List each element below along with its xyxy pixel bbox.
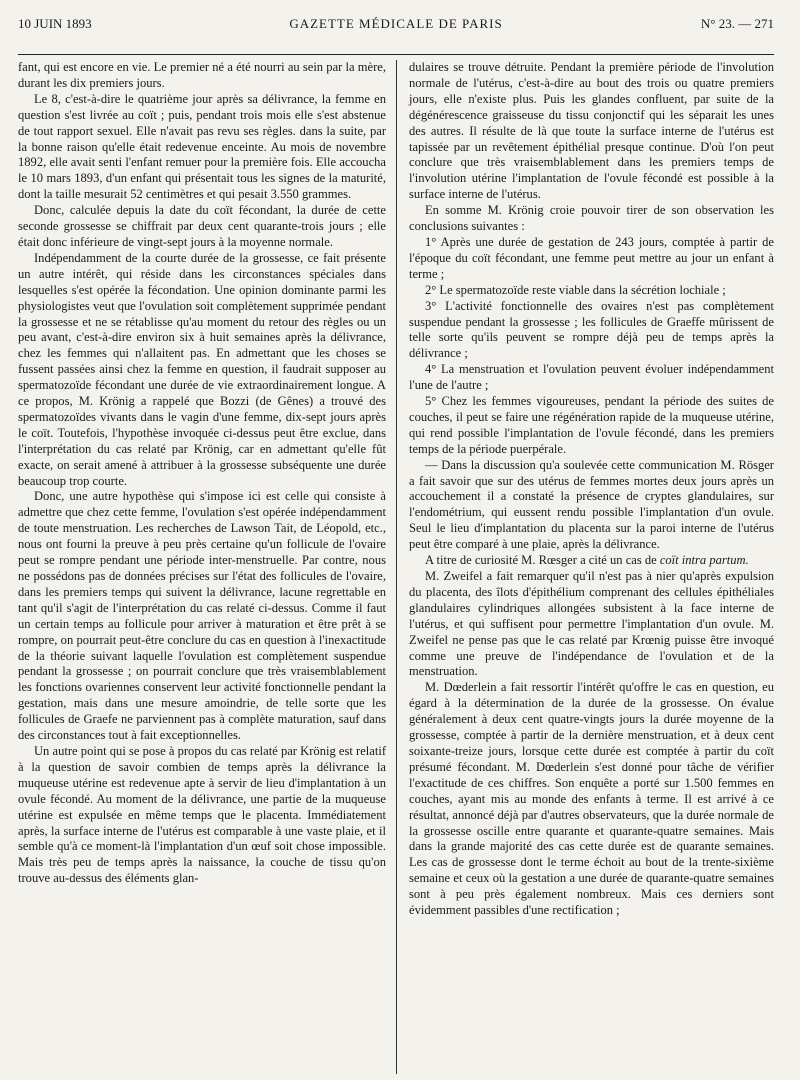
conclusion-item: 5° Chez les femmes vigoureuses, pendant la période des suites de couches, il peut se faire une régénération rapide de la muqueuse utérine, qui rend possible l'implantation de l'ovule fécondé, dans les premiers temps de la période puerpérale. [409, 394, 774, 456]
left-column [18, 60, 396, 1074]
paragraph: Un autre point qui se pose à propos du cas relaté par Krönig est relatif à la question de savoir combien de temps après la délivrance la muqueuse utérine est redevenue apte à servir de lieu d'implantation à un ovule fécondé. Au moment de la délivrance, une partie de la muqueuse utérine est expulsée en même temps que le placenta. Immédiatement après, la surface interne de l'utérus est comparable à une vaste plaie, et il semble qu'à ce moment-là l'implantation d'un œuf soit chose impossible. Mais très peu de temps après la naissance, la couche de tissu qu'on trouve au-dessus des éléments glan- [18, 743, 386, 886]
journal-title: GAZETTE MÉDICALE DE PARIS [289, 16, 503, 31]
article-body [18, 60, 774, 1074]
italic-phrase: coït intra partum. [659, 553, 749, 568]
paragraph: dulaires se trouve détruite. Pendant la première période de l'involution normale de l'utérus, c'est-à-dire au bout des trois ou quatre premiers jours, elle n'existe plus. Puis les glandes confluent, par suite de la dégénérescence graisseuse du tissu conjonctif qui les séparait les unes des autres. Il résulte de là que toute la surface interne de l'utérus est tapissée par un revêtement épithélial presque continue. D'où l'on peut conclure que très vraisemblablement dans les premiers temps de l'involution utérine l'implantation de l'ovule fécondé est possible à la surface interne de l'utérus. [409, 60, 774, 202]
paragraph: M. Zweifel a fait remarquer qu'il n'est pas à nier qu'après expulsion du placenta, des îlots d'épithélium comprenant des cellules épithéliales glandulaires cylindriques allongées subsistent à la face interne de l'utérus, et qui suffisent pour permettre l'implantation d'un ovule. M. Zweifel ne pense pas que le cas relaté par Krœnig puisse être invoqué comme une preuve de l'indépendance de l'ovulation et de la menstruation. [409, 569, 774, 679]
paragraph: — Dans la discussion qu'a soulevée cette communication M. Rösger a fait savoir que sur des utérus de femmes mortes deux jours après un accouchement il a constaté la présence de cryptes glandulaires, sur l'endométrium, qui eussent rendu possible l'implantation d'un ovule. Seul le lieu d'implantation du placenta sur la paroi interne de l'utérus peut être comparé à une plaie, après la délivrance. [409, 457, 774, 552]
paragraph: Le 8, c'est-à-dire le quatrième jour après sa délivrance, la femme en question s'est livrée au coït ; puis, pendant trois mois elle s'est abstenue de tout rapport sexuel. Elle n'avait pas revu ses règles. dans la suite, par la bonne raison qu'elle était redevenue enceinte. Au mois de novembre 1892, elle avait senti l'enfant remuer pour la première fois. Elle accoucha le 10 mars 1893, d'un enfant qui présentait tous les signes de la maturité, dont la taille mesurait 52 centimètres et qui pesait 3.550 grammes. [18, 91, 386, 202]
issue-date: 10 JUIN 1893 [18, 16, 92, 31]
conclusion-item: 4° La menstruation et l'ovulation peuvent évoluer indépendamment l'une de l'autre ; [409, 362, 774, 393]
conclusion-item: 2° Le spermatozoïde reste viable dans la sécrétion lochiale ; [425, 282, 726, 297]
paragraph: Donc, calculée depuis la date du coït fécondant, la durée de cette seconde grossesse se chiffrait par deux cent quarante-trois jours ; elle était donc inférieure de vingt-sept jours à la moyenne normale. [18, 203, 386, 249]
paragraph [409, 553, 774, 569]
conclusion-item: 1° Après une durée de gestation de 243 jours, comptée à partir de l'époque du coït fécondant, une femme peut mettre au jour un enfant à terme ; [409, 234, 774, 281]
issue-number: N° 23. — 271 [700, 16, 774, 31]
page-header [18, 0, 774, 40]
paragraph: fant, qui est encore en vie. Le premier né a été nourri au sein par la mère, durant les dix premiers jours. [18, 60, 386, 90]
paragraph: M. Dœderlein a fait ressortir l'intérêt qu'offre le cas en question, eu égard à la détermination de la durée de la grossesse. On évalue généralement à deux cent quatre-vingts jours la durée moyenne de la grossesse, comptée à partir de la dernière menstruation, et à deux cent soixante-treize jours, lorsque cette durée est comptée à partir du coït présumé fécondant. M. Dœderlein s'est donné pour tâche de vérifier l'exactitude de ces chiffres. Son enquête a porté sur 1.500 femmes en couches, ayant mis au monde des enfants à terme. Il est arrivé à ce résultat, annoncé déjà par d'autres observateurs, que la durée normale de la grossesse oscille entre quarante et quarante-quatre semaines. Mais dans la grande majorité des cas cette durée est de quarante semaines. Les cas de grossesse dont le terme échoit au bout de la trente-sixième semaine et ceux où la gestation a une durée de quarante-quatre semaines sont à peu près également nombreux. Mais ces derniers sont évidemment passibles d'une rectification ; [409, 680, 774, 918]
right-column [396, 60, 774, 1074]
conclusion-item: 3° L'activité fonctionnelle des ovaires n'est pas complètement suspendue pendant la grossesse ; les follicules de Graeffe mûrissent de telle sorte qu'ils peuvent se rompre déjà peu de temps après la délivrance ; [409, 298, 774, 361]
paragraph: Indépendamment de la courte durée de la grossesse, ce fait présente un autre intérêt, qui réside dans les circonstances spéciales dans lesquelles s'est opérée la fécondation. Une opinion dominante parmi les physiologistes veut que l'ovulation soit complètement supprimée pendant la grossesse et ne se rétablisse qu'au moment du retour des règles ou un peu avant, c'est-à-dire environ six à huit semaines après la délivrance, chez les femmes qui n'allaitent pas. En admettant que les choses se fussent passées ainsi chez la femme en question, il faudrait supposer au spermatozoïde fécondant une durée de vie extraordinairement longue. A ce propos, M. Krönig a rappelé que Bozzi (de Gênes) a trouvé des spermatozoïdes vivants dans le vagin d'une femme, dix-sept jours après le coït. Toutefois, l'hypothèse invoquée ci-dessus peut être exclue, dans l'interprétation du cas relaté par Krönig, car en admettant qu'elle fût exacte, on serait amené à attribuer à la grossesse subséquente une durée beaucoup trop courte. [18, 250, 386, 488]
paragraph: Donc, une autre hypothèse qui s'impose ici est celle qui consiste à admettre que chez cette femme, l'ovulation s'est opérée indépendamment de toute menstruation. Les recherches de Lawson Tait, de Léopold, etc., nous ont fourni la preuve à peu près certaine qu'un follicule de l'ovaire peut se rompre pendant une période inter-menstruelle. Par contre, nous ne possédons pas de données précises sur l'état des follicules de l'ovaire, dans les premiers temps qui suivent la délivrance, lacune regrettable en tant qu'il s'agit de l'interprétation du cas relaté ci-dessus. Comme il faut un certain temps au follicule pour arriver à maturation et être prêt à se rompre, on pourrait peut-être conclure du cas en question à l'inexactitude de la théorie suivant laquelle l'ovulation est complètement suspendue pendant la grossesse ; on pourrait conclure que très vraisemblablement les fonctions ovariennes conservent leur activité fonctionnelle pendant la gestation, mais dans une mesure amoindrie, de telle sorte que les follicules de Graefe ne parviennent pas à complète maturation, sauf dans des circonstances tout à fait exceptionnelles. [18, 489, 386, 743]
header-rule [18, 54, 774, 55]
paragraph-text: A titre de curiosité M. Rœsger a cité un cas de [425, 553, 660, 568]
paragraph: En somme M. Krönig croie pouvoir tirer de son observation les conclusions suivantes : [409, 203, 774, 234]
